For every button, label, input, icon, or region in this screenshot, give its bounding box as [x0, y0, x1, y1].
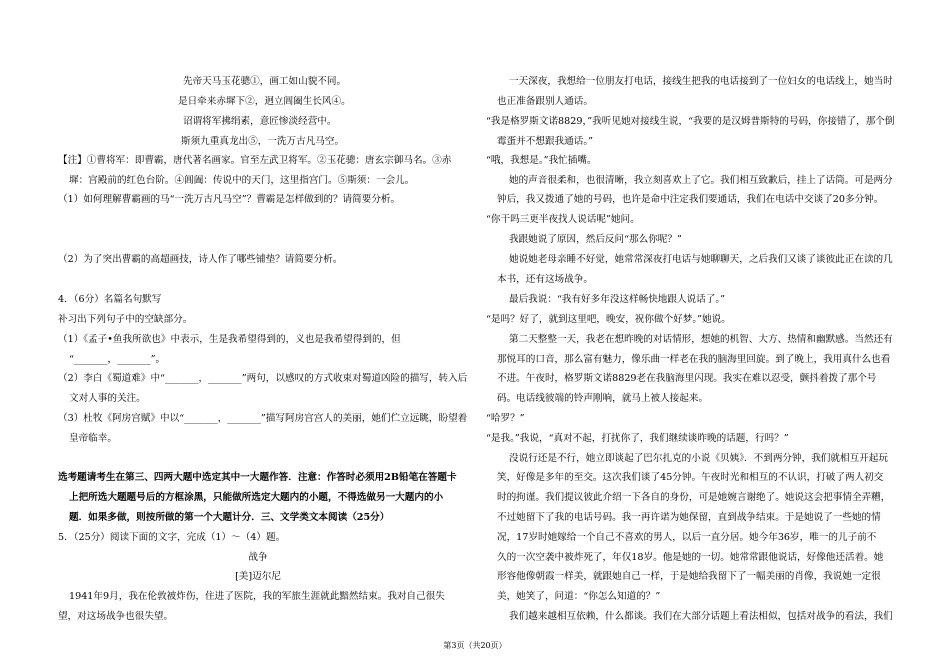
right-line: 形容他像朝霞一样美，就跟她自己一样，于是她给我留下了一幅美丽的肖像，我说她一定很 — [497, 571, 881, 582]
right-line: 美，她笑了，问道：“你怎么知道的？” — [497, 591, 661, 602]
story-line-1: 1941年9月，我在伦敦被炸伤，住进了医院，我的军旅生涯就此黯然结束。我对自己很失 — [69, 591, 445, 602]
right-line: 况，17岁时她嫁给一个自己不喜欢的男人，以后一直分居。她今年36岁，唯一的儿子前不 — [497, 532, 877, 543]
right-line: 第二天整整一天，我老在想昨晚的对话情形，想她的机智、大方、热情和幽默感。当然还有 — [509, 334, 893, 345]
right-line: 我们越来越相互依赖，什么都谈。我们在大部分话题上看法相似，包括对战争的看法，我们 — [509, 611, 893, 622]
poem-line-3: 诏谓将军拂绢素，意匠惨淡经营中。 — [183, 116, 337, 127]
note-line-1: 【注】①曹将军：即曹霸，唐代著名画家。官至左武卫将军。②玉花骢：唐玄宗御马名。③赤 — [58, 155, 452, 166]
right-line: 她的声音很柔和，也很清晰，我立刻喜欢上了它。我们相互致歉后，挂上了话筒。可是两分 — [509, 175, 893, 186]
question-3-2: （2）为了突出曹霸的高超画技，诗人作了哪些铺垫？请简要分析。 — [58, 254, 343, 265]
right-line: 那悦耳的口音，那么富有魅力，像乐曲一样老在我的脑海里回旋。到了晚上，我用真什么也看 — [497, 354, 891, 365]
right-line: “是我。”我说，“真对不起，打扰你了，我们继续谈昨晚的话题，行吗？” — [486, 433, 789, 444]
right-line: “你干吗三更半夜找人说话呢”她问。 — [486, 214, 640, 225]
poem-line-2: 是日牵来赤墀下②，迥立阊阖生长风④。 — [178, 96, 351, 107]
right-line: “我是格罗斯文诺8829，”我听见她对接线生说，“我要的是汉姆普斯特的号码，你接错了，那个倒 — [486, 116, 895, 127]
question-4-title: 4．（6分）名篇名句默写 — [58, 294, 162, 305]
story-line-2: 望，对这场战争也很失望。 — [58, 611, 174, 622]
right-line: “是吗？好了，就到这里吧，晚安，祝你做个好梦。”她说。 — [486, 314, 731, 325]
right-line: 我跟她说了原因，然后反问“那么你呢？” — [509, 234, 682, 245]
question-4-3b: 皇帝临幸。 — [69, 433, 117, 444]
right-line: 霉蛋并不想跟我通话。” — [497, 136, 594, 147]
question-5-title: 5．（25分）阅读下面的文字，完成（1）～（4）题。 — [58, 532, 286, 543]
select-instruction-1: 选考题请考生在第三、四两大题中选定其中一大题作答．注意：作答时必须用2B铅笔在答题卡 — [58, 472, 457, 483]
right-line: 最后我说：“我有好多年没这样畅快地跟人说话了。” — [509, 294, 726, 305]
right-line: 也正准备跟别人通话。 — [497, 96, 593, 107]
poem-line-1: 先帝天马玉花骢①，画工如山貌不同。 — [183, 76, 347, 87]
note-line-2: 墀：宫殿前的红色台阶。④阊阖：传说中的天门，这里指宫门。⑤斯须：一会儿。 — [69, 175, 415, 186]
right-line: 时的拘谨。我们提议彼此介绍一下各自的身份，可是她婉言谢绝了。她说这会把事情全弄糟， — [497, 492, 891, 503]
right-line: 久的一次空袭中被炸死了，年仅18岁。他是她的一切。她常常跟他说话，好像他还活着。她 — [497, 552, 884, 563]
question-4-2a: （2）李白《蜀道难》中“_______，_______”两句，以感叹的方式收束对蜀道凶险的描写，转入后 — [58, 373, 468, 384]
story-title: 战争 — [248, 552, 268, 563]
poem-line-4: 斯须九重真龙出⑤，一洗万古凡马空。 — [181, 136, 345, 147]
right-line: 码。电话线彼端的铃声刚响，就马上被人接起来。 — [497, 393, 709, 404]
story-author: [美]迈尔尼 — [235, 571, 281, 582]
question-4-intro: 补习出下列句子中的空缺部分。 — [58, 314, 193, 325]
right-line: 笑，好像是多年的至交。这次我们谈了45分钟。午夜时光和相互的不认识，打破了两人初交 — [497, 472, 884, 483]
question-3-1: （1）如何理解曹霸画的马“一洗万古凡马空”？曹霸是怎样做到的？请简要分析。 — [58, 194, 401, 205]
select-instruction-3: 题．如果多做，则按所做的第一个大题计分．三、文学类文本阅读（25分） — [69, 512, 390, 523]
question-4-3a: （3）杜牧《阿房宫赋》中以“_______，_______”描写阿房宫宫人的美丽，她们伫立远眺，盼望着 — [58, 413, 468, 424]
question-4-2b: 文对人事的关注。 — [69, 393, 146, 404]
right-line: “哈罗？” — [486, 413, 525, 424]
right-line: 没说行还是不行，她立即谈起了巴尔扎克的小说《贝姨》．不到两分钟，我们就相互开起玩 — [509, 453, 888, 464]
right-line: 不进。午夜时，格罗斯文诺8829老在我脑海里闪现。我实在难以忍受，颤抖着拨了那个号 — [497, 373, 877, 384]
right-line: 她说她老母亲睡不好觉，她常常深夜打电话与她聊聊天，之后我们又谈了谈彼此正在读的几 — [509, 254, 893, 265]
page-footer: 第3页（共20页） — [443, 641, 507, 650]
question-4-1b: “_______，_______”。 — [69, 354, 166, 365]
right-line: 钟后，我又拨通了她的号码，也许是命中注定我们要通话，我们在电话中交谈了20多分钟。 — [497, 194, 884, 205]
right-line: 不过她留下了我的电话号码。我一再许诺为她保留，直到战争结束。于是她说了一些她的情 — [497, 512, 881, 523]
right-line: “哦，我想是。”我忙插嘴。 — [486, 155, 597, 166]
right-line: 本书，还有这场战争。 — [497, 274, 593, 285]
question-4-1a: （1）《孟子•鱼我所欲也》中表示，生是我希望得到的，义也是我希望得到的，但 — [58, 334, 401, 345]
right-line: 一天深夜，我想给一位朋友打电话，接线生把我的电话接到了一位妇女的电话线上，她当时 — [509, 76, 893, 87]
select-instruction-2: 上把所选大题题号后的方框涂黑，只能做所选定大题内的小题，不得选做另一大题内的小 — [69, 492, 444, 503]
